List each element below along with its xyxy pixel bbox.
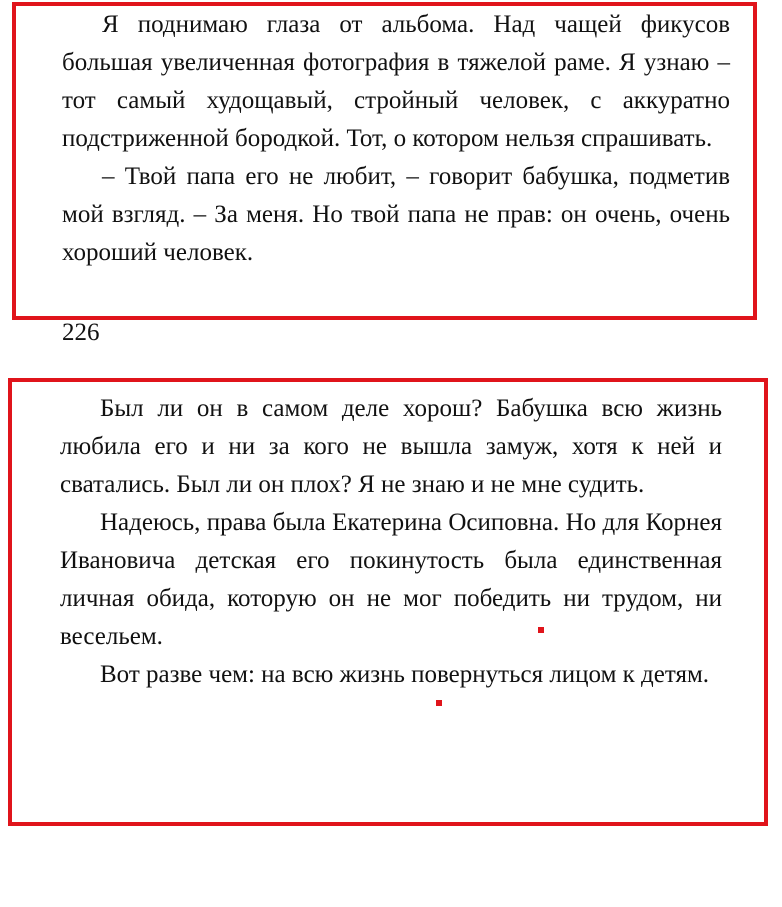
text-block-top	[62, 6, 730, 272]
paragraph-grandmother-speech: – Твой папа его не любит, – говорит бабушка, подметив мой взгляд. – За меня. Но твой папа не прав: он очень, очень хороший человек.	[62, 163, 730, 266]
annotation-dot	[538, 627, 544, 633]
annotation-dot	[436, 700, 442, 706]
paragraph-turn-to-children: Вот разве чем: на всю жизнь повернуться лицом к детям.	[100, 661, 710, 688]
paragraph-album: Я поднимаю глаза от альбома. Над чащей фикусов большая увеличенная фотография в тяжелой раме. Я узнаю – тот самый худощавый, стройный человек, с аккуратно подстриженной бородкой. Тот, о котором нельзя спрашивать.	[62, 11, 730, 152]
paragraph-ekaterina-osipovna: Надеюсь, права была Екатерина Осиповна. Но для Корнея Ивановича детская его покинутость была единственная личная обида, которую он не мог победить ни трудом, ни весельем.	[60, 509, 722, 650]
paragraph-was-he-good: Был ли он в самом деле хорош? Бабушка всю жизнь любила его и ни за кого не вышла замуж, хотя к ней и сватались. Был ли он плох? Я не знаю и не мне судить.	[60, 395, 722, 498]
text-block-bottom	[60, 390, 722, 694]
page-number: 226	[62, 319, 100, 346]
